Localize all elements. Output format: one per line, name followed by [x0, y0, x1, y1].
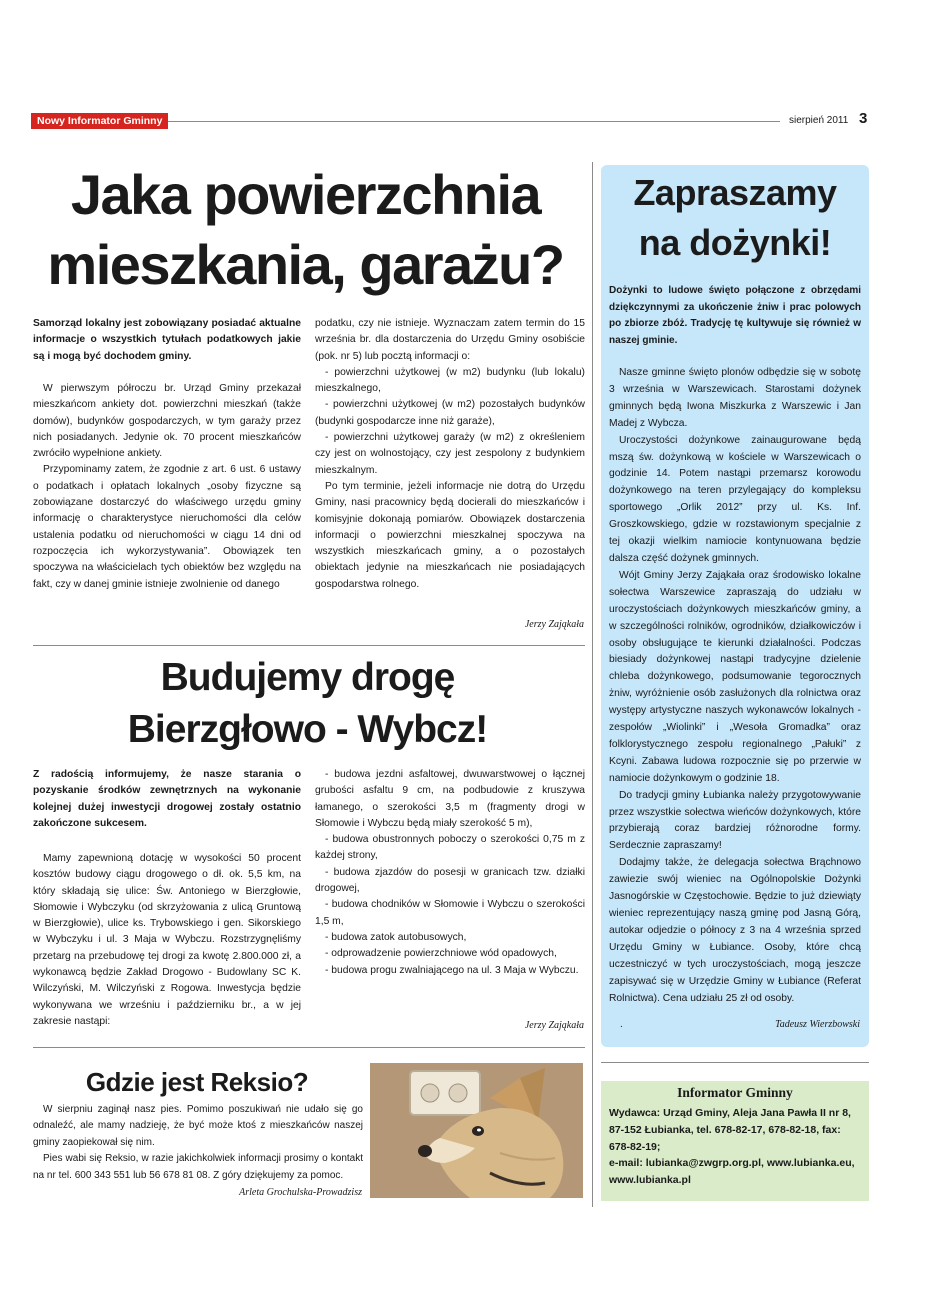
masthead-title: Informator Gminny — [677, 1085, 793, 1100]
article2-left-column — [33, 851, 301, 1030]
article2-author: Jerzy Zająkała — [524, 1020, 584, 1031]
paragraph: podatku, czy nie istnieje. Wyznaczam zatem termin do 15 września br. dla dostarczenia do Urzędu Gminy osobiście (pok. nr 5) lub pocztą informacji o: — [315, 318, 585, 362]
dog-illustration — [370, 1063, 583, 1198]
list-item: - odprowadzenie powierzchniowe wód opadowych, — [325, 948, 557, 960]
article3-title: Gdzie jest Reksio? — [85, 1067, 309, 1097]
column-separator — [592, 162, 593, 1207]
sidebar-divider — [601, 1062, 869, 1063]
article1-left-column — [33, 381, 301, 593]
paragraph: - powierzchni użytkowej (w m2) budynku (lub lokalu) mieszkalnego, — [315, 366, 585, 395]
sidebar-lead: Dożynki to ludowe święto połączone z obrzędami dziękczynnymi za ukończenie żniw i prac polowych po zbiorze zbóż. Tradycję tę kultywuje się również w naszej gminie. — [609, 285, 861, 346]
article2-right-column — [315, 767, 585, 979]
paragraph: Dodajmy także, że delegacja sołectwa Brąchnowo zawiezie swój wieniec na Ogólnopolskie Dożynki Jasnogórskie w Częstochowie. Będzie to już dziewiąty wieniec reprezentujący naszą gminę pod Jasną Górą, autokar odjedzie o północy z 3 na 4 września sprzed Urzędu Gminy w Łubiance. Osoby, które chcą uczestniczyć w tych uroczystościach, mogą jeszcze zapisywać się w Urzędzie Gminy w Łubiance (Referat Rolnictwa). Cena udziału 25 zł od osoby. — [609, 857, 861, 1004]
paragraph: Po tym terminie, jeżeli informacje nie dotrą do Urzędu Gminy, nasi pracownicy będą docierali do mieszkańców i komisyjnie dokonają pomiarów. Obowiązek dostarczenia informacji o powierzchni mieszkalnej spoczywa na wszystkich mieszkańcach gminy, a o pozostałych obiektach jedynie na mieszkańcach nie posiadających gospodarstwa rolnego. — [315, 480, 585, 590]
header-rule — [168, 121, 780, 122]
masthead-text — [609, 1105, 863, 1189]
paragraph: W sierpniu zaginął nasz pies. Pomimo poszukiwań nie udało się go odnaleźć, ale mamy nadzieję, że być może ktoś z mieszkańców naszej gminy zaopiekował się nim. — [33, 1104, 363, 1148]
paragraph: Do tradycji gminy Łubianka należy przygotowywanie przez wszystkie sołectwa wieńców dożynkowych, które przybierają coraz bardziej różnorodne formy. Serdecznie zapraszamy! — [609, 789, 861, 852]
paragraph: Uroczystości dożynkowe zainaugurowane będą mszą św. dożynkową w kościele w Warszewicach o godzinie 14. Potem nastąpi przemarsz korowodu dożynkowego na teren przylegający do kompleksu sportowego „Orlik 2012” przy ul. Ks. Inf. Groszkowskiego, gdzie w rozstawionym specjalnie z tej okazji wielkim namiocie kontynuowana będzie dalsza część dożynek gminnych. — [609, 434, 861, 564]
list-item: - budowa progu zwalniającego na ul. 3 Maja w Wybczu. — [325, 964, 579, 976]
list-item: - budowa zatok autobusowych, — [325, 931, 467, 943]
paragraph: - powierzchni użytkowej garaży (w m2) z określeniem czy jest on wolnostojący, czy jest zespolony z budynkiem mieszkalnym. — [315, 432, 585, 476]
sidebar-author: Tadeusz Wierzbowski — [775, 1019, 860, 1030]
sidebar-title — [601, 168, 869, 268]
paragraph: Mamy zapewnioną dotację w wysokości 50 procent kosztów budowy ciągu drogowego o dł. ok. 5,5 km, na który składają się ulice: Św. Antoniego w Bierzgłowie, Słomowie i Wybczyku (od skrzyżowania z ulicą Gruntową w Bierzgłowie), ulice ks. Trybowskiego i gen. Sikorskiego w Wybczyku i ul. 3 Maja w Wybczu. Rozstrzygnęliśmy przetarg na przebudowę tej drogi za kwotę 2.800.000 zł, a wykonawcą będzie Zakład Drogowo - Budowlany SC K. Wilczyński, M. Wilczyński z Rogowa. Inwestycja będzie wykonywana we wrześniu i październiku br., a w jej zakresie nastąpi: — [33, 853, 301, 1027]
contact-info: e-mail: lubianka@zwgrp.org.pl, www.lubianka.eu, www.lubianka.pl — [609, 1157, 855, 1187]
issue-date: sierpień 2011 — [789, 115, 849, 126]
article3-body — [33, 1102, 363, 1184]
list-item: - budowa obustronnych poboczy o szerokości 0,75 m z każdej strony, — [315, 834, 585, 862]
list-item: - budowa jezdni asfaltowej, dwuwarstwowej o łącznej grubości asfaltu 9 cm, na podbudowie z kruszywa łamanego, o szerokości 3,5 m (fragmenty drogi w Słomowie i Wybczu będą miały szerokość 5 m), — [315, 769, 585, 829]
sidebar-body — [609, 365, 861, 1007]
article1-title-line1: Jaka powierzchnia — [70, 163, 541, 226]
article2-lead: Z radością informujemy, że nasze starania o pozyskanie środków zewnętrznych na wykonanie kolejnej dużej inwestycji drogowej zostały ostatnio zakończone sukcesem. — [33, 769, 301, 829]
list-item: - budowa zjazdów do posesji w granicach tzw. działki drogowej, — [315, 866, 585, 895]
list-item: - budowa chodników w Słomowie i Wybczu o szerokości 1,5 m, — [315, 899, 585, 927]
article1-title-line2: mieszkania, garażu? — [47, 233, 564, 296]
article1-author: Jerzy Zająkała — [524, 619, 584, 630]
article1-lead: Samorząd lokalny jest zobowiązany posiadać aktualne informacje o wszystkich tytułach podatkowych jakie są i mogą być dochodem gminy. — [33, 318, 301, 362]
article1-right-column — [315, 316, 585, 593]
article3-author: Arleta Grochulska-Prowadzisz — [239, 1187, 362, 1198]
paragraph: W pierwszym półroczu br. Urząd Gminy przekazał mieszkańcom ankiety dot. powierzchni mieszkań (także domów), budynków gospodarczych, w tym garaży przez nich posiadanych. Jedynie ok. 70 procent mieszkańców zwróciło wypełnione ankiety. — [33, 383, 301, 460]
article1-title — [28, 160, 583, 300]
paragraph: Nasze gminne święto plonów odbędzie się w sobotę 3 września w Warszewicach. Starostami dożynek gminnych będą Iwona Miszkurka z Warszewic i Jan Madej z Wybcza. — [609, 367, 861, 429]
publisher-info: Wydawca: Urząd Gminy, Aleja Jana Pawła II nr 8, 87-152 Łubianka, tel. 678-82-17, 678-82-18, fax: 678-82-19; — [609, 1107, 851, 1153]
article2-title-line1: Budujemy drogę — [160, 656, 455, 699]
sidebar-dot: . — [620, 1019, 623, 1030]
dog-photo — [370, 1063, 583, 1198]
article-divider — [33, 1047, 585, 1048]
page-number: 3 — [859, 110, 868, 127]
sidebar-title-line2: na dożynki! — [638, 222, 832, 263]
article2-title — [30, 652, 585, 756]
paragraph: Przypominamy zatem, że zgodnie z art. 6 ust. 6 ustawy o podatkach i opłatach lokalnych „osoby fizyczne są zobowiązane dostarczyć do właściwego urzędu gminy informację o charakterystyce nieruchomości dla celów ustalenia podatku od nieruchomości w ciągu 14 dni od rozpoczęcia ich wykorzystywania”. Obowiązek ten spoczywa na właścicielach tych obiektów bez względu na fakt, czy w danej gminie istnieje zwolnienie od danego — [33, 464, 301, 590]
paragraph: - powierzchni użytkowej (w m2) pozostałych budynków (budynki gospodarcze inne niż garaże), — [315, 399, 585, 427]
paragraph: Pies wabi się Reksio, w razie jakichkolwiek informacji prosimy o kontakt na nr tel. 600 343 551 lub 56 678 81 08. Z góry dziękujemy za pomoc. — [33, 1153, 363, 1181]
article-divider — [33, 645, 585, 646]
paragraph: Wójt Gminy Jerzy Zająkała oraz środowisko lokalne sołectwa Warszewice zapraszają do udziału w uroczystościach dożynkowych mieszkańców gminy, a w szczególności rolników, ogrodników, działkowiczów i osoby obsługujące te kierunki działalności. Podczas biesiady dożynkowej nastąpi tradycyjne dzielenie chleba dożynkowego, podsumowanie tegorocznych żniw, wyróżnienie osób zasłużonych dla rolnictwa oraz występy artystyczne naszych wykonawców lokalnych - zespołów „Wiolinki” i „Wesoła Gromadka” oraz folklorystycznego zespołu regionalnego „Pałuki” z Kcyni. Zabawa ludowa rozpocznie się po przerwie w namiocie dożynkowym o godzinie 18. — [609, 569, 861, 784]
article2-title-line2: Bierzgłowo - Wybcz! — [127, 708, 488, 751]
section-badge: Nowy Informator Gminny — [31, 113, 168, 129]
sidebar-title-line1: Zapraszamy — [633, 172, 837, 213]
